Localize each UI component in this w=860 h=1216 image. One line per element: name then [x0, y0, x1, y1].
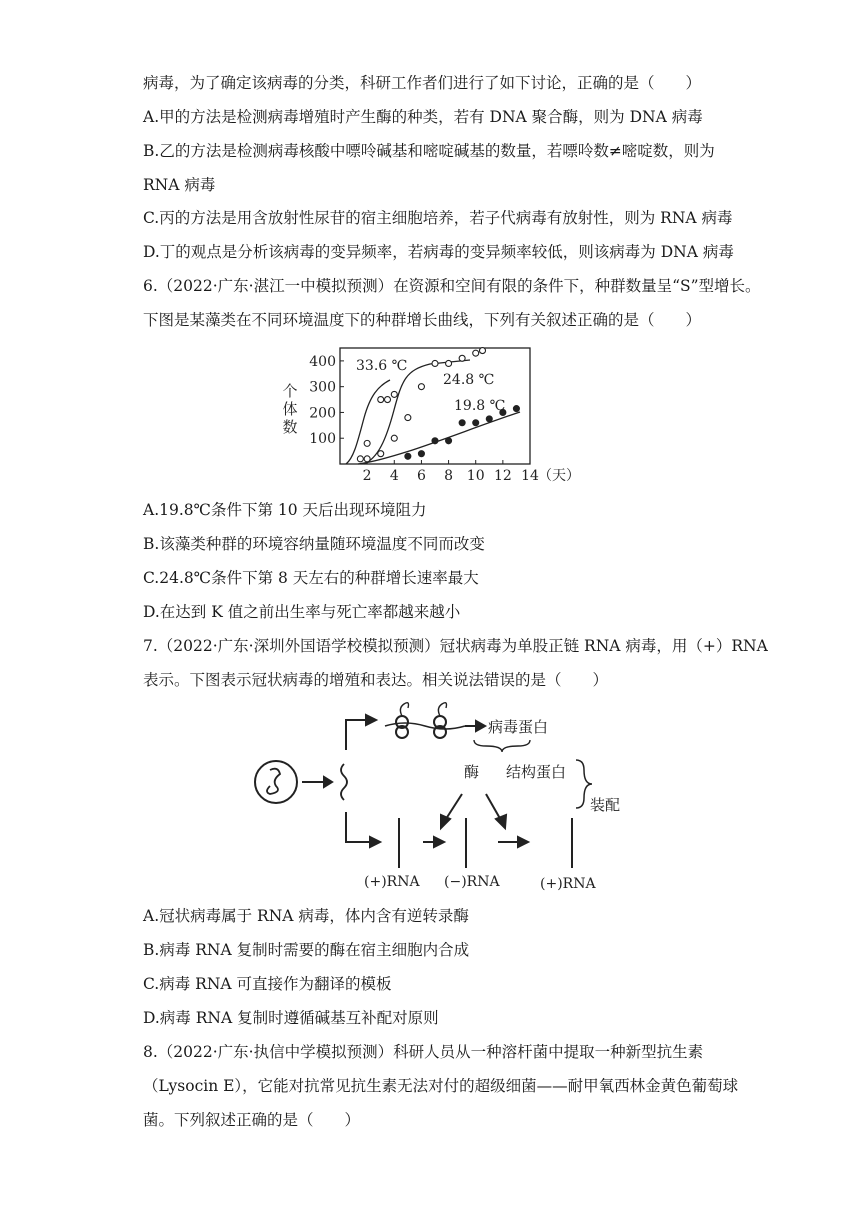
plus-rna-label: (+)RNA: [364, 874, 420, 890]
data-point: [513, 406, 519, 412]
virus-protein-label: 病毒蛋白: [488, 718, 549, 736]
q6-option-d: D.在达到 K 值之前出生率与死亡率都越来越小: [143, 603, 461, 621]
question-6-stem-cont: 下图是某藻类在不同环境温度下的种群增长曲线，下列有关叙述正确的是（ ）: [143, 311, 702, 329]
data-point: [432, 438, 438, 444]
question-8-stem-cont2: 菌。下列叙述正确的是（ ）: [143, 1111, 361, 1129]
enzyme-label: 酶: [464, 763, 480, 781]
data-point: [432, 360, 438, 366]
data-point: [378, 451, 384, 457]
text-line: 病毒，为了确定该病毒的分类，科研工作者们进行了如下讨论，正确的是（ ）: [143, 74, 702, 92]
y-tick-label: 100: [309, 431, 336, 448]
data-point: [486, 416, 492, 422]
y-axis-label: 数: [282, 418, 298, 436]
data-point: [473, 420, 479, 426]
option-a: A.甲的方法是检测病毒增殖时产生酶的种类，若有 DNA 聚合酶，则为 DNA 病毒: [143, 108, 703, 126]
population-growth-chart: [280, 340, 580, 485]
q6-option-a: A.19.8℃条件下第 10 天后出现环境阻力: [143, 501, 427, 519]
viral-rna: [341, 764, 347, 800]
data-point: [391, 391, 397, 397]
x-tick-label: 6: [416, 468, 426, 484]
data-point: [385, 397, 391, 403]
x-tick-label: 14: [521, 468, 539, 484]
series-label: 33.6 ℃: [356, 358, 408, 374]
y-tick-label: 400: [309, 353, 336, 370]
q6-option-b: B.该藻类种群的环境容纳量随环境温度不同而改变: [143, 535, 485, 553]
data-point: [459, 355, 465, 361]
y-tick-label: 200: [309, 405, 336, 422]
data-point: [418, 451, 424, 457]
x-tick-label: 2: [362, 468, 372, 484]
q7-option-b: B.病毒 RNA 复制时需要的酶在宿主细胞内合成: [143, 941, 470, 959]
data-point: [405, 453, 411, 459]
q7-option-c: C.病毒 RNA 可直接作为翻译的模板: [143, 975, 392, 993]
virus-particle: [255, 761, 297, 803]
x-axis-label: （天）: [538, 468, 580, 484]
plus-rna-label: (+)RNA: [540, 876, 596, 892]
data-point: [446, 360, 452, 366]
virus-replication-diagram: [240, 700, 640, 895]
data-point: [480, 348, 486, 354]
data-point: [405, 415, 411, 421]
y-tick-label: 300: [309, 379, 336, 396]
q7-option-a: A.冠状病毒属于 RNA 病毒，体内含有逆转录酶: [143, 907, 469, 925]
x-tick-label: 10: [466, 468, 485, 484]
option-d: D.丁的观点是分析该病毒的变异频率，若病毒的变异频率较低，则该病毒为 DNA 病毒: [143, 243, 734, 261]
data-point: [391, 435, 397, 441]
x-tick-label: 4: [389, 468, 399, 484]
data-point: [357, 456, 363, 462]
data-point: [446, 438, 452, 444]
data-point: [364, 440, 370, 446]
question-8-stem: 8.（2022·广东·执信中学模拟预测）科研人员从一种溶杆菌中提取一种新型抗生素: [143, 1043, 704, 1061]
series-label: 24.8 ℃: [443, 372, 495, 388]
q7-option-d: D.病毒 RNA 复制时遵循碱基互补配对原则: [143, 1009, 439, 1027]
data-point: [364, 456, 370, 462]
question-6-stem: 6.（2022·广东·湛江一中模拟预测）在资源和空间有限的条件下，种群数量呈“S”型增长。: [143, 277, 761, 295]
x-tick-label: 8: [444, 468, 454, 484]
option-b: B.乙的方法是检测病毒核酸中嘌呤碱基和嘧啶碱基的数量，若嘌呤数≠嘧啶数，则为: [143, 142, 715, 160]
minus-rna-label: (−)RNA: [444, 874, 500, 890]
option-b-cont: RNA 病毒: [143, 176, 216, 194]
assembly-label: 装配: [590, 796, 621, 814]
data-point: [459, 420, 465, 426]
data-point: [378, 397, 384, 403]
data-point: [473, 350, 479, 356]
data-point: [418, 384, 424, 390]
y-axis-label: 体: [282, 400, 298, 418]
question-7-stem-cont: 表示。下图表示冠状病毒的增殖和表达。相关说法错误的是（ ）: [143, 671, 609, 689]
question-7-stem: 7.（2022·广东·深圳外国语学校模拟预测）冠状病毒为单股正链 RNA 病毒，用（+）RNA: [143, 637, 768, 655]
question-8-stem-cont: （Lysocin E），它能对抗常见抗生素无法对付的超级细菌——耐甲氧西林金黄色葡萄球: [143, 1077, 739, 1095]
series-label: 19.8 ℃: [454, 398, 506, 414]
option-c: C.丙的方法是用含放射性尿苷的宿主细胞培养，若子代病毒有放射性，则为 RNA 病毒: [143, 209, 733, 227]
q6-option-c: C.24.8℃条件下第 8 天左右的种群增长速率最大: [143, 569, 479, 587]
x-tick-label: 12: [493, 468, 512, 484]
structural-protein-label: 结构蛋白: [506, 763, 567, 781]
y-axis-label: 个: [282, 382, 298, 400]
